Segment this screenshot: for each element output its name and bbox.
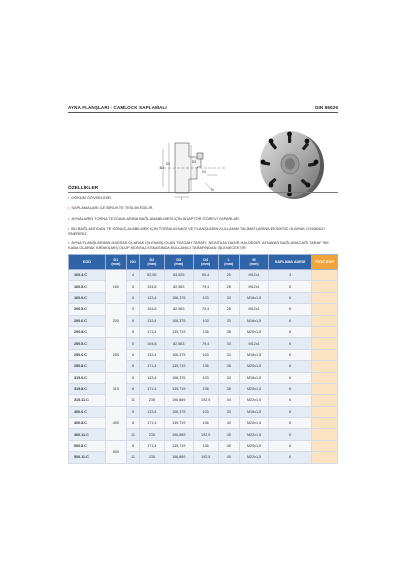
cell-d2: 104,8 [140, 281, 165, 292]
cell-nr: 5 [127, 338, 140, 349]
cell-d1: 250 [105, 338, 127, 372]
cell-l: 38 [218, 361, 240, 372]
cell-l: 33 [218, 372, 240, 383]
col-header-l: L (mm) [218, 255, 240, 270]
page-title: AYNA FLANŞLARI - CAMLOCK SAPLAMALI [68, 104, 167, 110]
cell-d2: 104,8 [140, 304, 165, 315]
cell-adet: 6 [269, 418, 312, 429]
cell-kod: 250.5.C [69, 338, 106, 349]
col-header-kod: KOD [69, 255, 106, 270]
cell-m: M20x1,5 [240, 326, 269, 337]
cell-fiyat [312, 406, 338, 417]
spec-table [68, 254, 338, 464]
feature-item: • AYNA FLANŞLARININ HASSAS OLARAK İŞLENMİŞ OLAN TEZGAH TARAFI, MONTAJA HAZIR HALDEDİR. AYNANIN BAĞLANACAĞI TARAF İSE KABA OLARAK BIRAKILMIŞ OLUP MONTAJ ESNASINDA KULLANICI TARAFINDAN İŞLENECEKTİR. [68, 240, 329, 250]
cell-adet: 6 [269, 326, 312, 337]
cell-d4: 103 [193, 315, 218, 326]
cell-m: M16x1,5 [240, 406, 269, 417]
table-row [69, 270, 338, 281]
cell-fiyat [312, 292, 338, 303]
col-header-d3: D3 (mm) [164, 255, 193, 270]
cell-d3: 196,869 [164, 429, 193, 440]
cell-m: M16x1,5 [240, 315, 269, 326]
cell-nr: 5 [127, 281, 140, 292]
cell-d3: 106,375 [164, 372, 193, 383]
cell-adet: 6 [269, 406, 312, 417]
cell-l: 33 [218, 292, 240, 303]
dim-label-l: L [181, 196, 183, 200]
cell-d4: 103 [193, 372, 218, 383]
cell-l: 28 [218, 304, 240, 315]
cell-d2: 133,4 [140, 406, 165, 417]
cell-d4: 60,4 [193, 270, 218, 281]
cell-d4: 103 [193, 292, 218, 303]
features-divider [68, 192, 338, 193]
cell-adet: 6 [269, 281, 312, 292]
cell-nr: 4 [127, 270, 140, 281]
cell-l: 38 [218, 383, 240, 394]
features-title: ÖZELLİKLER [68, 186, 99, 191]
cell-kod: 250.8.C [69, 361, 106, 372]
cell-nr: 6 [127, 372, 140, 383]
cell-d3: 106,375 [164, 349, 193, 360]
cell-nr: 6 [127, 406, 140, 417]
cell-nr: 11 [127, 452, 140, 463]
cell-nr: 11 [127, 429, 140, 440]
cell-adet: 6 [269, 452, 312, 463]
cell-nr: 6 [127, 315, 140, 326]
col-header-nr: NO [127, 255, 140, 270]
table-header-row [69, 255, 338, 270]
cell-d2: 133,4 [140, 372, 165, 383]
cell-d4: 103 [193, 349, 218, 360]
cell-nr: 6 [127, 292, 140, 303]
cell-nr: 5 [127, 304, 140, 315]
col-header-adet: SAPLAMA ADEDİ [269, 255, 312, 270]
cell-adet: 6 [269, 440, 312, 451]
cell-m: M12x1 [240, 281, 269, 292]
cell-d2: 235 [140, 429, 165, 440]
cell-adet: 6 [269, 349, 312, 360]
cell-l: 28 [218, 281, 240, 292]
cell-nr: 8 [127, 418, 140, 429]
cell-kod: 400.8.C [69, 418, 106, 429]
cell-d3: 139,719 [164, 326, 193, 337]
cell-d4: 79,4 [193, 304, 218, 315]
cell-d2: 235 [140, 395, 165, 406]
table-row [69, 440, 338, 451]
cell-kod: 250.6.C [69, 349, 106, 360]
cell-m: M20x1,5 [240, 383, 269, 394]
cell-kod: 200.5.C [69, 304, 106, 315]
cell-d4: 192,5 [193, 452, 218, 463]
cell-adet: 6 [269, 304, 312, 315]
cell-l: 45 [218, 452, 240, 463]
dim-label-d1: D1 [160, 166, 165, 170]
cell-m: M22x1,5 [240, 395, 269, 406]
cell-d2: 133,4 [140, 315, 165, 326]
cell-m: M20x1,5 [240, 440, 269, 451]
cell-fiyat [312, 349, 338, 360]
cell-l: 33 [218, 406, 240, 417]
cell-d4: 79,4 [193, 338, 218, 349]
cell-d2: 104,8 [140, 338, 165, 349]
cell-d3: 139,719 [164, 418, 193, 429]
cell-d1: 400 [105, 406, 127, 440]
cell-d1: 200 [105, 304, 127, 338]
cell-d4: 192,5 [193, 429, 218, 440]
cell-l: 33 [218, 338, 240, 349]
cell-d4: 136 [193, 383, 218, 394]
cell-m: M12x1 [240, 338, 269, 349]
cell-fiyat [312, 304, 338, 315]
col-header-d1: D1 (mm) [105, 255, 127, 270]
cell-m: M16x1,5 [240, 349, 269, 360]
feature-item: • AYNALARIN TORNA TEZGAHLARINA BAĞLANABİLMESİ İÇİN ADAPTÖR GÖREVİ YAPARLAR. [68, 216, 240, 221]
cell-fiyat [312, 429, 338, 440]
table-row [69, 372, 338, 383]
cell-kod: 200.6.C [69, 315, 106, 326]
cell-nr: 11 [127, 395, 140, 406]
cell-adet: 6 [269, 292, 312, 303]
cell-d3: 82,563 [164, 304, 193, 315]
cell-d2: 171,4 [140, 418, 165, 429]
cell-m: M20x1,5 [240, 361, 269, 372]
cell-kod: 315.11.C [69, 395, 106, 406]
cell-d2: 133,4 [140, 349, 165, 360]
cell-fiyat [312, 338, 338, 349]
cell-d4: 192,5 [193, 395, 218, 406]
cell-d4: 136 [193, 418, 218, 429]
col-header-fiyat: FİYAT EUR [312, 255, 338, 270]
cell-nr: 8 [127, 440, 140, 451]
cell-fiyat [312, 440, 338, 451]
col-header-m: M (mm) [240, 255, 269, 270]
cell-m: M22x1,5 [240, 452, 269, 463]
col-header-d2: D2 (mm) [140, 255, 165, 270]
col-header-d4: D4 (mm) [193, 255, 218, 270]
cell-d4: 136 [193, 361, 218, 372]
norm-label: DIN 55029 [315, 104, 338, 110]
cell-d3: 139,719 [164, 361, 193, 372]
cell-nr: 6 [127, 349, 140, 360]
cell-fiyat [312, 315, 338, 326]
feature-item: • BU BAĞLANTIDAN TE SONUÇ ALABİLMEK İÇİN TORNA AYNASI VE FLANŞLARIN KULLANIM TALİMATLARINA EKSİKSİZ OLARAK UYMANIZI ÖNERİRİZ. [68, 226, 325, 236]
cell-kod: 160.5.C [69, 281, 106, 292]
cell-adet: 6 [269, 395, 312, 406]
cell-d2: 133,4 [140, 292, 165, 303]
cell-fiyat [312, 418, 338, 429]
page-header [68, 103, 338, 111]
cell-nr: 8 [127, 383, 140, 394]
cell-l: 33 [218, 315, 240, 326]
cell-d2: 235 [140, 452, 165, 463]
cell-d3: 63,525 [164, 270, 193, 281]
cell-d3: 139,719 [164, 440, 193, 451]
cell-d3: 139,719 [164, 383, 193, 394]
cell-nr: 8 [127, 326, 140, 337]
cell-d3: 196,869 [164, 395, 193, 406]
cell-d2: 82,55 [140, 270, 165, 281]
cell-d2: 171,4 [140, 383, 165, 394]
cell-fiyat [312, 452, 338, 463]
cell-l: 40 [218, 418, 240, 429]
cell-d1: 500 [105, 440, 127, 463]
cell-kod: 200.8.C [69, 326, 106, 337]
cell-d2: 171,4 [140, 326, 165, 337]
cell-m: M12x1 [240, 304, 269, 315]
dim-label-d3: D3 [192, 160, 197, 164]
cell-kod: 315.8.C [69, 383, 106, 394]
cell-d3: 82,563 [164, 338, 193, 349]
cell-d4: 103 [193, 406, 218, 417]
product-image [244, 122, 328, 202]
cell-l: 38 [218, 326, 240, 337]
cell-d4: 136 [193, 440, 218, 451]
cell-d3: 106,375 [164, 406, 193, 417]
table-row [69, 304, 338, 315]
cell-d2: 171,4 [140, 440, 165, 451]
cell-d2: 171,4 [140, 361, 165, 372]
cell-kod: 160.6.C [69, 292, 106, 303]
cell-adet: 6 [269, 383, 312, 394]
cell-adet: 6 [269, 429, 312, 440]
table-row [69, 406, 338, 417]
cell-d4: 136 [193, 326, 218, 337]
table-row [69, 338, 338, 349]
cell-d4: 79,4 [193, 281, 218, 292]
cell-l: 45 [218, 440, 240, 451]
cell-kod: 400.11.C [69, 429, 106, 440]
cell-kod: 315.6.C [69, 372, 106, 383]
cell-l: 45 [218, 429, 240, 440]
cell-kod: 500.11.C [69, 452, 106, 463]
cell-d3: 106,375 [164, 315, 193, 326]
technical-drawing [145, 135, 235, 200]
cell-kod: 500.8.C [69, 440, 106, 451]
cell-m: M12x1 [240, 270, 269, 281]
dim-label-m: M [211, 188, 214, 192]
cell-fiyat [312, 361, 338, 372]
cell-m: M20x1,5 [240, 418, 269, 429]
cell-fiyat [312, 281, 338, 292]
cell-adet: 6 [269, 361, 312, 372]
cell-l: 33 [218, 349, 240, 360]
cell-d3: 196,869 [164, 452, 193, 463]
cell-adet: 6 [269, 372, 312, 383]
cell-fiyat [312, 383, 338, 394]
cell-d1: 315 [105, 372, 127, 406]
cell-fiyat [312, 395, 338, 406]
cell-m: M22x1,5 [240, 429, 269, 440]
cell-l: 44 [218, 395, 240, 406]
cell-m: M16x1,5 [240, 292, 269, 303]
dim-label-d2: D2 [166, 162, 171, 166]
cell-d3: 106,375 [164, 292, 193, 303]
header-divider [68, 112, 338, 113]
cell-m: M16x1,5 [240, 372, 269, 383]
dim-label-d4: D4 [202, 170, 207, 174]
feature-item: • SAPLAMALARI İLE BİRLİKTE TESLİM EDİLİR. [68, 205, 154, 210]
cell-nr: 8 [127, 361, 140, 372]
cell-adet: 6 [269, 315, 312, 326]
cell-kod: 400.6.C [69, 406, 106, 417]
cell-kod: 160.4.C [69, 270, 106, 281]
feature-item: • DÖKÜM GÖVDELİDİR. [68, 195, 113, 200]
cell-fiyat [312, 270, 338, 281]
cell-adet: 6 [269, 338, 312, 349]
cell-d1: 160 [105, 270, 127, 304]
cell-fiyat [312, 372, 338, 383]
cell-d3: 82,563 [164, 281, 193, 292]
cell-adet: 3 [269, 270, 312, 281]
cell-fiyat [312, 326, 338, 337]
cell-l: 25 [218, 270, 240, 281]
